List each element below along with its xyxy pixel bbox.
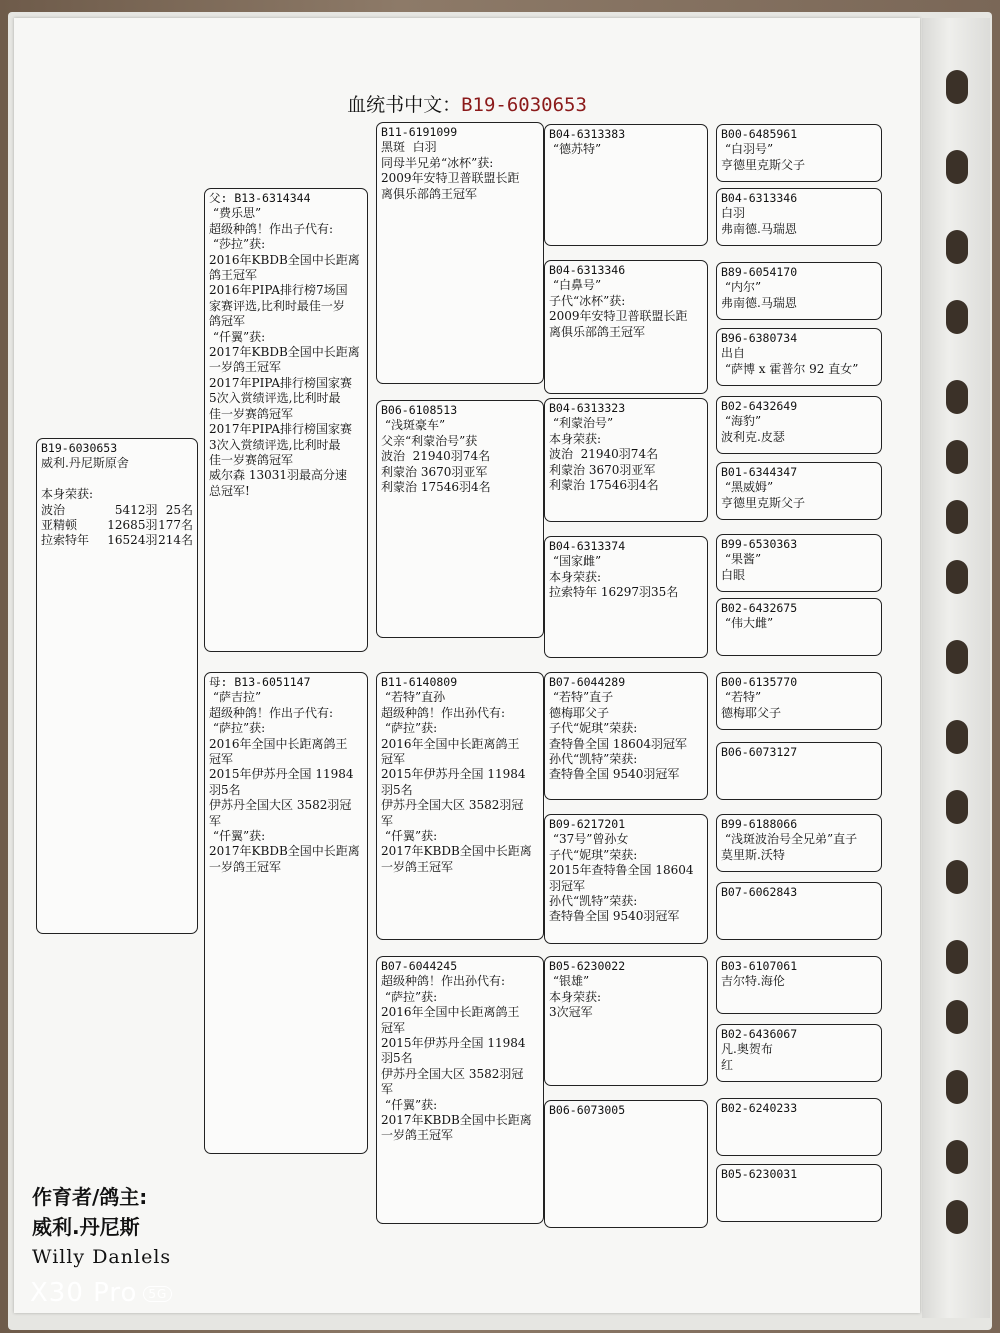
- binder-hole: [946, 380, 968, 414]
- result-row: [41, 503, 193, 518]
- card-line: 父亲“利蒙治号”获: [381, 433, 478, 448]
- title-prefix: 血统书中文：: [347, 94, 462, 116]
- result-count: 12685羽: [107, 518, 158, 533]
- card-line: 伊苏丹全国大区 3582羽冠: [209, 798, 352, 813]
- card-line: 一岁鸽王冠军: [381, 859, 454, 874]
- card-line: “萨吉拉”: [209, 690, 262, 705]
- binder-hole: [946, 1000, 968, 1034]
- card-line: 伊苏丹全国大区 3582羽冠: [381, 798, 524, 813]
- card-line: 2017年KBDB全国中长距离: [209, 844, 360, 859]
- card-line: 羽冠军: [549, 878, 586, 893]
- card-line: “黑威姆”: [721, 480, 774, 495]
- card-line: 子代“冰杯”获:: [549, 293, 626, 308]
- card-line: 2009年安特卫普联盟长距: [549, 309, 688, 324]
- card-line: 冠军: [381, 752, 406, 767]
- watermark-badge: 5G: [143, 1286, 172, 1302]
- card-line: 吉尔特.海伦: [721, 974, 785, 989]
- result-rank: 177名: [158, 518, 193, 533]
- card-line: 2017年PIPA排行榜国家赛: [209, 422, 352, 437]
- card-line: 白眼: [721, 567, 746, 582]
- card-line: 军: [209, 813, 222, 828]
- card-line: 本身荣获:: [549, 431, 602, 446]
- card-line: “海豹”: [721, 414, 762, 429]
- card-line: 一岁鸽王冠军: [209, 360, 282, 375]
- reg-number: B05-6230031: [721, 1167, 798, 1181]
- card-line: “萨拉”获:: [209, 721, 266, 736]
- gen5-card: [716, 462, 882, 520]
- gen5-card: [716, 672, 882, 730]
- card-line: 2015年伊苏丹全国 11984: [209, 767, 354, 782]
- card-line: 2015年查特鲁全国 18604: [549, 863, 694, 878]
- reg-number: B06-6073127: [721, 745, 798, 759]
- gen5-card: [716, 882, 882, 940]
- card-line: 拉索特年 16297羽35名: [549, 585, 679, 600]
- card-line: 2015年伊苏丹全国 11984: [381, 1036, 526, 1051]
- card-line: “37号”曾孙女: [549, 832, 629, 847]
- card-line: 亨德里克斯父子: [721, 157, 806, 172]
- gen4-card: [544, 398, 708, 522]
- reg-number: B02-6432649: [721, 399, 798, 413]
- gen5-card: [716, 534, 882, 592]
- reg-number: 父: B13-6314344: [209, 191, 311, 205]
- card-line: 3次入赏绩评选,比利时最: [209, 437, 341, 452]
- reg-number: B11-6191099: [381, 125, 458, 139]
- breeder-label: 作育者/鸽主:: [32, 1185, 148, 1209]
- card-line: 波利克.皮瑟: [721, 429, 785, 444]
- card-line: 出自: [721, 346, 746, 361]
- reg-number: B11-6140809: [381, 675, 458, 689]
- card-line: 德梅耶父子: [721, 705, 782, 720]
- card-line: “果酱”: [721, 552, 762, 567]
- card-line: “伟大雌”: [721, 616, 774, 631]
- binder-hole: [946, 720, 968, 754]
- binder-hole: [946, 230, 968, 264]
- card-line: 一岁鸽王冠军: [381, 1128, 454, 1143]
- reg-number: B02-6240233: [721, 1101, 798, 1115]
- gen5-card: [716, 1024, 882, 1082]
- card-line: 鸽王冠军: [209, 268, 258, 283]
- reg-number: B04-6313374: [549, 539, 626, 553]
- card-line: 黑斑 白羽: [381, 140, 437, 155]
- reg-number: B00-6485961: [721, 127, 798, 141]
- result-row: [41, 533, 193, 548]
- card-line: “仟翼”获:: [381, 829, 438, 844]
- result-count: 16524羽: [107, 533, 158, 548]
- card-line: “萨博 x 霍普尔 92 直女”: [721, 361, 859, 376]
- camera-watermark: [30, 1278, 172, 1308]
- watermark-model: X30 Pro: [30, 1278, 138, 1308]
- reg-number: B03-6107061: [721, 959, 798, 973]
- dam-card: [204, 672, 368, 1154]
- card-line: 弗南德.马瑞恩: [721, 221, 797, 236]
- result-count: 5412羽: [114, 502, 158, 517]
- reg-number: 母: B13-6051147: [209, 675, 311, 689]
- result-place: 波治: [41, 502, 66, 517]
- card-line: 查特鲁全国 18604羽冠军: [549, 736, 687, 751]
- card-line: “仟翼”获:: [209, 829, 266, 844]
- reg-number: B02-6436067: [721, 1027, 798, 1041]
- card-line: 军: [381, 1082, 394, 1097]
- card-line: 本身荣获:: [549, 569, 602, 584]
- card-line: 子代“妮琪”荣获:: [549, 721, 638, 736]
- gen3-card: [376, 672, 544, 940]
- card-line: 2016年全国中长距离鸽王: [381, 736, 520, 751]
- card-line: 2016年KBDB全国中长距离: [209, 252, 360, 267]
- binder-hole: [946, 500, 968, 534]
- card-line: 白羽: [721, 206, 746, 221]
- card-line: 本身荣获:: [549, 989, 602, 1004]
- card-line: “萨拉”获:: [381, 721, 438, 736]
- card-line: 家赛评选,比利时最佳一岁: [209, 298, 345, 313]
- binder-hole: [946, 560, 968, 594]
- card-line: 利蒙治 17546羽4名: [549, 478, 659, 493]
- card-line: 羽5名: [381, 782, 413, 797]
- card-line: “白鼻号”: [549, 278, 602, 293]
- card-line: 2016年全国中长距离鸽王: [209, 736, 348, 751]
- card-line: 冠军: [381, 1020, 406, 1035]
- self-results: [41, 503, 193, 549]
- binder-hole: [946, 440, 968, 474]
- card-line: 威尔森 13031羽最高分速: [209, 468, 347, 483]
- card-line: 2009年安特卫普联盟长距: [381, 171, 520, 186]
- binder-hole: [946, 640, 968, 674]
- reg-number: B99-6188066: [721, 817, 798, 831]
- reg-number: B09-6217201: [549, 817, 626, 831]
- card-line: 2017年KBDB全国中长距离: [381, 844, 532, 859]
- reg-number: B07-6062843: [721, 885, 798, 899]
- card-line: 波治 21940羽74名: [549, 447, 659, 462]
- gen5-card: [716, 814, 882, 872]
- reg-number: B02-6432675: [721, 601, 798, 615]
- card-line: 同母半兄弟“冰杯”获:: [381, 155, 494, 170]
- card-line: 2016年PIPA排行榜7场国: [209, 283, 348, 298]
- page-title: [14, 90, 920, 117]
- card-line: 凡.奥贺布: [721, 1042, 773, 1057]
- reg-number: B04-6313346: [549, 263, 626, 277]
- binder-hole: [946, 790, 968, 824]
- binder-hole: [946, 1140, 968, 1174]
- card-line: “仟翼”获:: [381, 1097, 438, 1112]
- gen3-card: [376, 400, 544, 638]
- card-line: 利蒙治 17546羽4名: [381, 480, 491, 495]
- card-line: 孙代“凯特”荣获:: [549, 752, 638, 767]
- card-line: “利蒙治号”: [549, 416, 614, 431]
- reg-number: B05-6230022: [549, 959, 626, 973]
- card-line: 利蒙治 3670羽亚军: [549, 462, 656, 477]
- card-line: 红: [721, 1057, 734, 1072]
- card-line: 2017年PIPA排行榜国家赛: [209, 375, 352, 390]
- gen4-card: [544, 814, 708, 944]
- card-line: “内尔”: [721, 280, 762, 295]
- gen5-card: [716, 1164, 882, 1222]
- card-line: “白羽号”: [721, 142, 774, 157]
- reg-number: B07-6044289: [549, 675, 626, 689]
- gen5-card: [716, 598, 882, 656]
- gen3-card: [376, 122, 544, 384]
- binder-hole: [946, 70, 968, 104]
- card-line: 孙代“凯特”荣获:: [549, 894, 638, 909]
- result-rank: 25名: [165, 502, 193, 517]
- card-line: 军: [381, 813, 394, 828]
- gen4-card: [544, 124, 708, 246]
- card-line: 鸽冠军: [209, 314, 246, 329]
- card-line: 波治 21940羽74名: [381, 449, 491, 464]
- card-line: “仟翼”获:: [209, 329, 266, 344]
- reg-number: B00-6135770: [721, 675, 798, 689]
- card-line: “浅斑豪车”: [381, 418, 446, 433]
- card-line: “德苏特”: [549, 142, 602, 157]
- binder-hole: [946, 940, 968, 974]
- card-line: 离俱乐部鸽王冠军: [381, 186, 478, 201]
- sire-card: [204, 188, 368, 652]
- card-line: 5次入赏绩评选,比利时最: [209, 391, 341, 406]
- breeder-block: [32, 1182, 171, 1272]
- card-line: 离俱乐部鸽王冠军: [549, 324, 646, 339]
- card-line: 佳一岁赛鸽冠军: [209, 452, 294, 467]
- result-place: 拉索特年: [41, 533, 90, 548]
- card-line: 2017年KBDB全国中长距离: [381, 1113, 532, 1128]
- binder-hole: [946, 1070, 968, 1104]
- reg-number: B07-6044245: [381, 959, 458, 973]
- card-line: 亨德里克斯父子: [721, 495, 806, 510]
- card-line: 子代“妮琪”荣获:: [549, 847, 638, 862]
- card-line: “若特”直子: [549, 690, 614, 705]
- card-line: 2017年KBDB全国中长距离: [209, 345, 360, 360]
- card-line: “浅斑波治号全兄弟”直子: [721, 832, 858, 847]
- reg-number: B06-6073005: [549, 1103, 626, 1117]
- card-line: 羽5名: [209, 782, 241, 797]
- reg-number: B06-6108513: [381, 403, 458, 417]
- card-line: 弗南德.马瑞恩: [721, 295, 797, 310]
- spacer: [41, 472, 193, 487]
- gen4-card: [544, 260, 708, 394]
- result-rank: 214名: [158, 533, 193, 548]
- card-line: 超级种鸽！作出孙代有:: [381, 705, 506, 720]
- card-line: 佳一岁赛鸽冠军: [209, 406, 294, 421]
- gen4-card: [544, 672, 708, 800]
- reg-number: B01-6344347: [721, 465, 798, 479]
- gen5-card: [716, 188, 882, 246]
- binder-hole: [946, 300, 968, 334]
- gen5-card: [716, 124, 882, 182]
- binder-hole: [946, 150, 968, 184]
- card-line: “国家雌”: [549, 554, 602, 569]
- card-line: 超级种鸽！作出子代有:: [209, 221, 334, 236]
- gen5-card: [716, 396, 882, 454]
- self-honors-title: 本身荣获:: [41, 487, 94, 502]
- card-line: 查特鲁全国 9540羽冠军: [549, 909, 680, 924]
- card-line: 总冠军!: [209, 483, 250, 498]
- card-line: 伊苏丹全国大区 3582羽冠: [381, 1066, 524, 1081]
- title-reg-number: B19-6030653: [461, 94, 587, 116]
- binder-hole: [946, 1200, 968, 1234]
- card-line: 冠军: [209, 752, 234, 767]
- gen4-card: [544, 536, 708, 658]
- card-line: 超级种鸽！作出子代有:: [209, 705, 334, 720]
- card-line: 2015年伊苏丹全国 11984: [381, 767, 526, 782]
- card-line: “萨拉”获:: [381, 989, 438, 1004]
- card-line: 德梅耶父子: [549, 705, 610, 720]
- gen4-card: [544, 1100, 708, 1228]
- reg-number: B04-6313346: [721, 191, 798, 205]
- card-line: 2016年全国中长距离鸽王: [381, 1005, 520, 1020]
- self-card: [36, 438, 198, 934]
- reg-number: B96-6380734: [721, 331, 798, 345]
- card-line: 查特鲁全国 9540羽冠军: [549, 767, 680, 782]
- card-line: 超级种鸽！作出孙代有:: [381, 974, 506, 989]
- gen5-card: [716, 262, 882, 320]
- gen5-card: [716, 742, 882, 800]
- reg-number: B89-6054170: [721, 265, 798, 279]
- card-line: 羽5名: [381, 1051, 413, 1066]
- gen5-card: [716, 1098, 882, 1156]
- result-row: [41, 518, 193, 533]
- breeder-name-cn: 威利.丹尼斯: [32, 1215, 140, 1239]
- self-reg: B19-6030653: [41, 441, 118, 455]
- result-place: 亚精顿: [41, 518, 78, 533]
- card-line: “费乐思”: [209, 206, 262, 221]
- gen5-card: [716, 328, 882, 386]
- self-owner: 威利.丹尼斯原舍: [41, 456, 129, 471]
- card-line: “若特”: [721, 690, 762, 705]
- reg-number: B99-6530363: [721, 537, 798, 551]
- reg-number: B04-6313383: [549, 127, 626, 141]
- card-line: 3次冠军: [549, 1005, 593, 1020]
- gen4-card: [544, 956, 708, 1086]
- reg-number: B04-6313323: [549, 401, 626, 415]
- card-line: 一岁鸽王冠军: [209, 859, 282, 874]
- card-line: 莫里斯.沃特: [721, 847, 785, 862]
- gen3-card: [376, 956, 544, 1224]
- card-line: 利蒙治 3670羽亚军: [381, 464, 488, 479]
- card-line: “若特”直孙: [381, 690, 446, 705]
- pedigree-sheet: [14, 18, 920, 1313]
- gen5-card: [716, 956, 882, 1014]
- card-line: “银雄”: [549, 974, 590, 989]
- card-line: “莎拉”获:: [209, 237, 266, 252]
- binder-hole: [946, 860, 968, 894]
- breeder-name-en: Willy Danlels: [32, 1246, 172, 1268]
